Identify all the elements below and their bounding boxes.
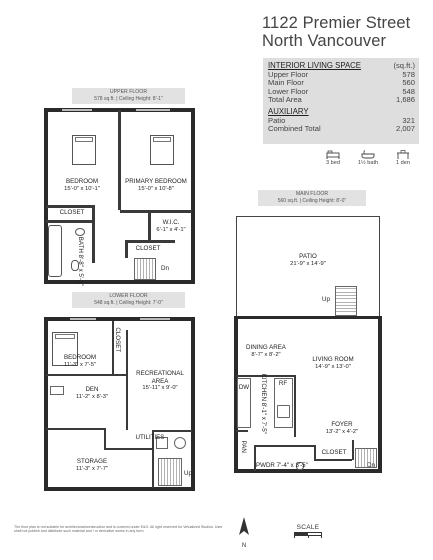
room-label-storage: STORAGE 11'-3" x 7'-7" xyxy=(76,458,108,472)
summary-row: Lower Floor 548 xyxy=(268,86,415,96)
room-label-kitchen: KITCHEN 8'-1" x 7'-5" xyxy=(259,373,267,434)
room-label-den: DEN 11'-2" x 8'-3" xyxy=(76,386,108,400)
room-label-bedroom: BEDROOM 11'-3" x 7'-5" xyxy=(64,354,96,368)
upper-floor-tab xyxy=(72,88,185,104)
summary-row: Combined Total 2,007 xyxy=(268,124,415,134)
room-label-foyer: FOYER 13'-2" x 4'-2" xyxy=(325,421,359,435)
main-floor-tab xyxy=(258,190,366,206)
room-label-closet: CLOSET xyxy=(59,209,85,216)
bed-icon xyxy=(326,150,340,159)
summary-row: Patio 321 xyxy=(268,115,415,125)
sink-icon xyxy=(75,228,85,236)
upper-floor-info: 578 sq.ft. | Ceiling Height: 8'-1" xyxy=(94,96,163,102)
bathtub-icon xyxy=(361,150,375,159)
stove-icon xyxy=(277,405,290,418)
room-label-closet-2: CLOSET xyxy=(135,245,161,252)
desk-icon xyxy=(396,150,410,159)
room-label-rf: RF xyxy=(278,380,288,387)
stairs-dn-label: Dn xyxy=(367,462,375,469)
bath-feature xyxy=(352,150,384,166)
room-label-dw: DW xyxy=(238,384,250,391)
main-floor-info: 560 sq.ft. | Ceiling Height: 8'-0" xyxy=(277,198,347,204)
lower-floor-info: 548 sq.ft. | Ceiling Height: 7'-0" xyxy=(94,300,163,306)
room-label-patio: PATIO 21'-9" x 14'-9" xyxy=(290,253,326,267)
stairs-up-label: Up xyxy=(322,296,330,303)
room-label-pan: PAN xyxy=(239,440,247,453)
north-arrow-icon xyxy=(236,516,252,538)
address-block xyxy=(262,14,410,50)
room-label-recreational: RECREATIONAL AREA 15'-11" x 9'-0" xyxy=(136,370,184,391)
address-city: North Vancouver xyxy=(262,32,387,50)
bed-count: 3 bed xyxy=(326,160,340,166)
interior-unit: (sq.ft.) xyxy=(393,61,415,70)
interior-heading: INTERIOR LIVING SPACE xyxy=(268,61,362,70)
address-street: 1122 Premier Street xyxy=(262,14,411,32)
lower-floor-title: LOWER FLOOR xyxy=(109,293,148,299)
scale-label: SCALE xyxy=(296,524,320,531)
summary-row: Main Floor 560 xyxy=(268,78,415,88)
room-label-dining: DINING AREA 8'-7" x 8'-2" xyxy=(246,344,286,358)
stairs-up-label: Up xyxy=(184,470,192,477)
stairs-dn-label: Dn xyxy=(161,265,169,272)
stairs-icon xyxy=(134,258,156,280)
room-label-bath: BATH 8'-8" x 5'-1" xyxy=(76,236,84,286)
den-feature xyxy=(387,150,419,166)
main-floor-title: MAIN FLOOR xyxy=(295,191,329,197)
bathtub-icon xyxy=(48,225,62,277)
room-label-closet: CLOSET xyxy=(321,449,347,456)
scale-bar xyxy=(294,524,322,538)
stairs-icon xyxy=(158,458,182,486)
summary-row: Total Area 1,686 xyxy=(268,95,415,105)
area-summary-panel xyxy=(263,58,419,144)
auxiliary-heading: AUXILIARY xyxy=(268,106,309,116)
room-label-primary-bedroom: PRIMARY BEDROOM 15'-0" x 10'-8" xyxy=(125,178,187,192)
bath-count: 1½ bath xyxy=(357,160,379,166)
bed-feature xyxy=(317,150,349,166)
disclaimer-text: The floor plan is not suitable for architectural/construction and is covered under E&O. All right reserved for Virtualized Studios. User shall not publish and distribute such material and / or derivative works in any form. xyxy=(14,525,223,534)
upper-floor-title: UPPER FLOOR xyxy=(109,89,148,95)
stairs-icon xyxy=(335,286,357,316)
room-label-closet: CLOSET xyxy=(113,327,121,353)
room-label-bedroom: BEDROOM 15'-0" x 10'-1" xyxy=(64,178,100,192)
north-label: N xyxy=(241,543,247,549)
north-arrow xyxy=(236,516,252,549)
feature-icons xyxy=(317,150,419,166)
room-label-pwdr: PWDR 7'-4" x 3'-5" xyxy=(256,462,308,469)
room-label-utilities: UTILITIES xyxy=(135,434,165,441)
den-count: 1 den xyxy=(396,160,410,166)
water-heater-icon xyxy=(174,437,186,449)
room-label-wic: W.I.C. 6'-1" x 4'-1" xyxy=(156,219,186,233)
summary-row: Upper Floor 578 xyxy=(268,69,415,79)
lower-floor-tab xyxy=(72,292,185,308)
room-label-living: LIVING ROOM 14'-9" x 13'-0" xyxy=(312,356,354,370)
